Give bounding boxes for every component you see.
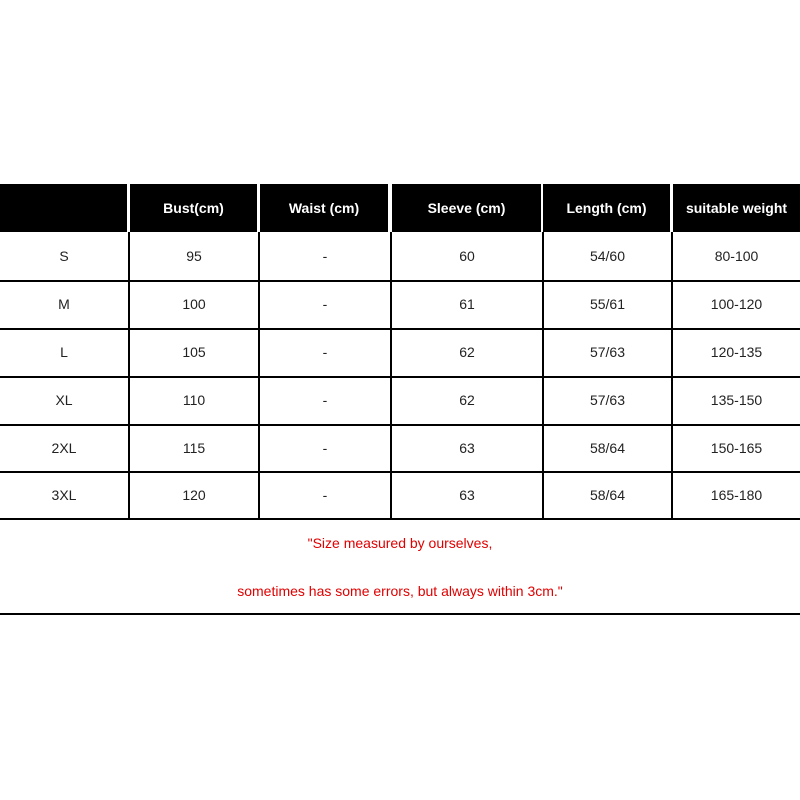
cell-length: 54/60 (589, 248, 626, 264)
header-sleeve: Sleeve (cm) (392, 184, 541, 232)
cell-weight: 135-150 (710, 392, 763, 408)
cell-length: 55/61 (589, 296, 626, 312)
cell-size: S (59, 248, 69, 264)
measurement-note-line-2: sometimes has some errors, but always within 3cm." (237, 583, 563, 599)
cell-weight: 165-180 (710, 487, 763, 503)
cell-size: XL (55, 392, 73, 408)
cell-bust: 110 (182, 392, 206, 408)
header-weight: suitable weight (673, 184, 800, 232)
cell-waist: - (322, 296, 328, 312)
cell-bust: 105 (182, 344, 206, 360)
cell-size: L (60, 344, 68, 360)
header-length: Length (cm) (543, 184, 670, 232)
cell-waist: - (322, 392, 328, 408)
cell-sleeve: 61 (459, 296, 475, 312)
cell-bust: 120 (182, 487, 206, 503)
header-bust: Bust(cm) (130, 184, 257, 232)
cell-weight: 120-135 (710, 344, 763, 360)
header-waist: Waist (cm) (260, 184, 388, 232)
cell-weight: 100-120 (710, 296, 763, 312)
cell-weight: 150-165 (710, 440, 763, 456)
cell-length: 57/63 (589, 392, 626, 408)
cell-size: M (58, 296, 70, 312)
header-size (0, 184, 127, 232)
cell-sleeve: 60 (459, 248, 475, 264)
cell-waist: - (322, 344, 328, 360)
cell-sleeve: 62 (459, 344, 475, 360)
measurement-note-line-1: "Size measured by ourselves, (307, 535, 493, 551)
cell-waist: - (322, 440, 328, 456)
cell-length: 58/64 (589, 440, 626, 456)
cell-bust: 100 (182, 296, 206, 312)
cell-weight: 80-100 (714, 248, 759, 264)
cell-bust: 115 (182, 440, 206, 456)
cell-length: 58/64 (589, 487, 626, 503)
cell-bust: 95 (186, 248, 202, 264)
cell-sleeve: 63 (459, 440, 475, 456)
cell-sleeve: 62 (459, 392, 475, 408)
cell-waist: - (322, 487, 328, 503)
row-divider (0, 518, 800, 520)
cell-length: 57/63 (589, 344, 626, 360)
cell-size: 2XL (51, 440, 77, 456)
cell-sleeve: 63 (459, 487, 475, 503)
cell-waist: - (322, 248, 328, 264)
cell-size: 3XL (51, 487, 77, 503)
row-divider (0, 613, 800, 615)
